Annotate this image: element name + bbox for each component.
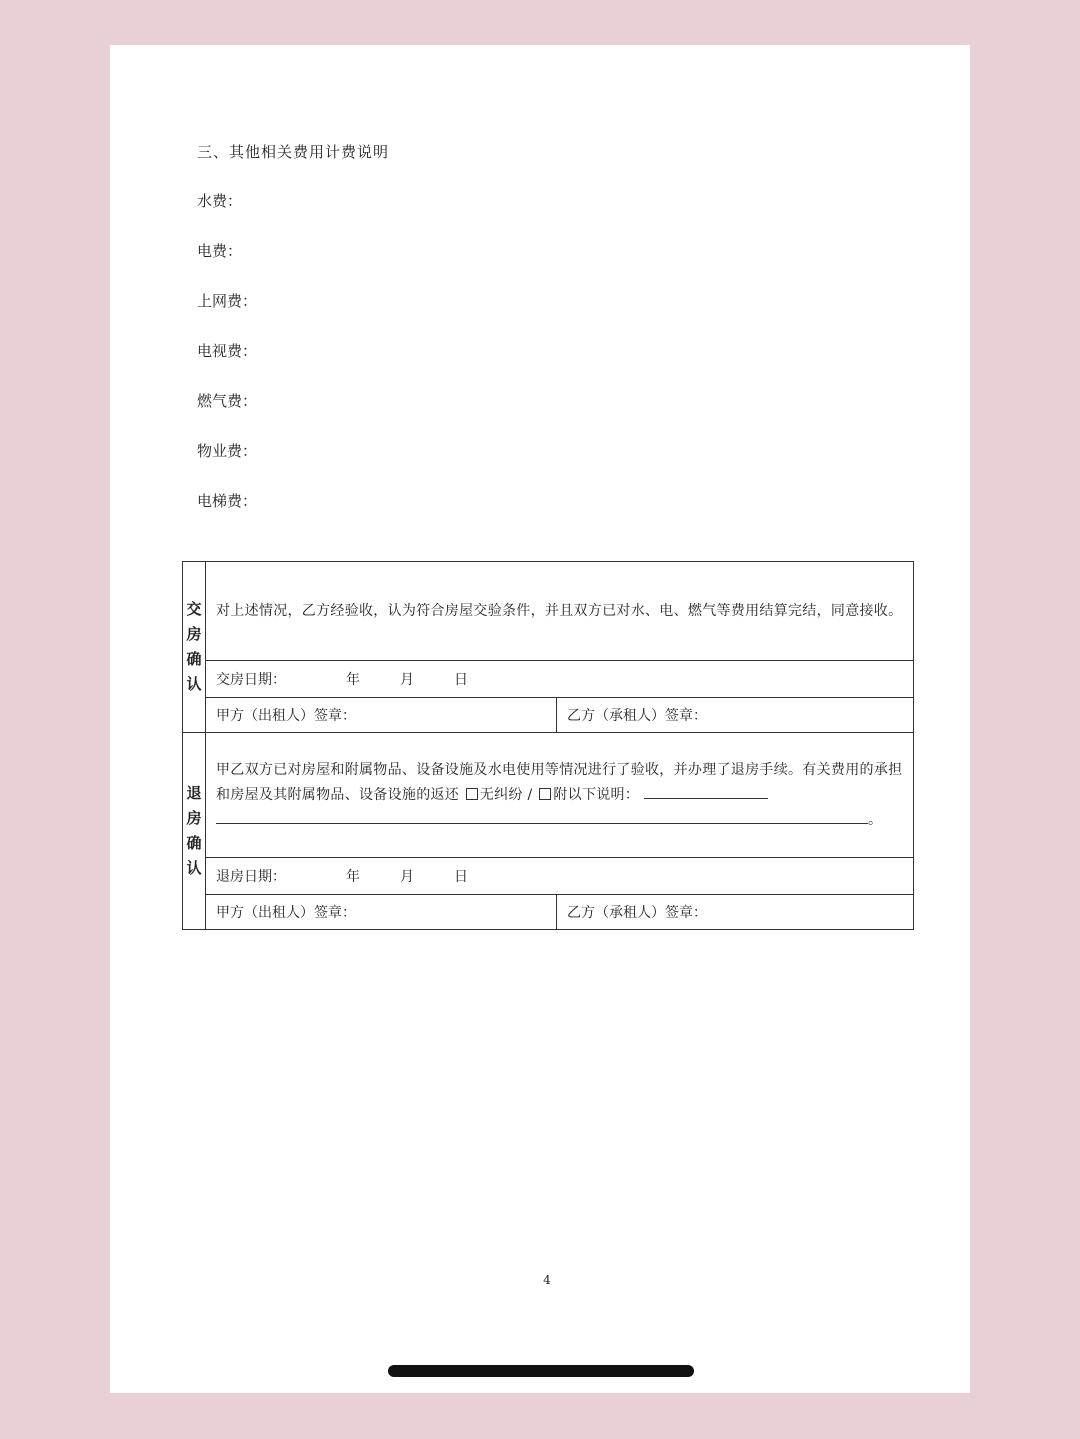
notes-label: 附以下说明： [553, 786, 640, 803]
handover-party-b-sign: 乙方（承租人）签章： [557, 698, 914, 733]
handover-description-row [183, 562, 914, 661]
notes-blank-short[interactable] [644, 784, 768, 799]
fee-list [197, 191, 257, 541]
handover-day: 日 [454, 672, 468, 688]
fee-item-elevator: 电梯费： [197, 492, 258, 510]
notes-blank-long[interactable] [216, 809, 868, 824]
checkout-month: 月 [400, 869, 414, 885]
fee-item-internet: 上网费： [197, 292, 258, 310]
handover-year: 年 [346, 672, 360, 688]
fee-item-gas: 燃气费： [197, 392, 258, 410]
handover-date-row [183, 661, 914, 698]
checkout-date-row [183, 858, 914, 895]
document-page [110, 45, 970, 1393]
handover-side-label: 交房确认 [183, 562, 206, 733]
checkout-party-a-sign: 甲方（出租人）签章： [206, 895, 557, 930]
fee-item-electricity: 电费： [197, 242, 243, 260]
checkout-day: 日 [454, 869, 468, 885]
handover-description: 对上述情况，乙方经验收，认为符合房屋交验条件，并且双方已对水、电、燃气等费用结算完结，同意接收。 [206, 562, 914, 661]
no-dispute-checkbox[interactable] [466, 788, 478, 800]
no-dispute-label: 无纠纷 [479, 786, 523, 803]
end-mark: 。 [868, 811, 883, 828]
checkout-description [206, 733, 914, 858]
home-indicator-bar[interactable] [388, 1365, 694, 1377]
checkout-date [206, 858, 914, 895]
checkout-description-text: 甲乙双方已对房屋和附属物品、设备设施及水电使用等情况进行了验收，并办理了退房手续。有关费用的承担和房屋及其附属物品、设备设施的返还 [216, 761, 903, 803]
handover-date [206, 661, 914, 698]
checkout-party-b-sign: 乙方（承租人）签章： [557, 895, 914, 930]
confirmation-table [182, 561, 914, 930]
fee-item-tv: 电视费： [197, 342, 258, 360]
handover-month: 月 [400, 672, 414, 688]
checkout-description-row [183, 733, 914, 858]
section-title: 三、其他相关费用计费说明 [197, 143, 390, 161]
fee-item-water: 水费： [197, 192, 243, 210]
option-separator: / [527, 786, 533, 803]
handover-date-label: 交房日期： [216, 672, 286, 688]
checkout-sign-row [183, 895, 914, 930]
handover-sign-row [183, 698, 914, 733]
page-number: 4 [543, 1273, 551, 1287]
checkout-date-label: 退房日期： [216, 869, 286, 885]
handover-party-a-sign: 甲方（出租人）签章： [206, 698, 557, 733]
notes-checkbox[interactable] [539, 788, 551, 800]
checkout-year: 年 [346, 869, 360, 885]
fee-item-property: 物业费： [197, 442, 258, 460]
checkout-side-label: 退房确认 [183, 733, 206, 930]
